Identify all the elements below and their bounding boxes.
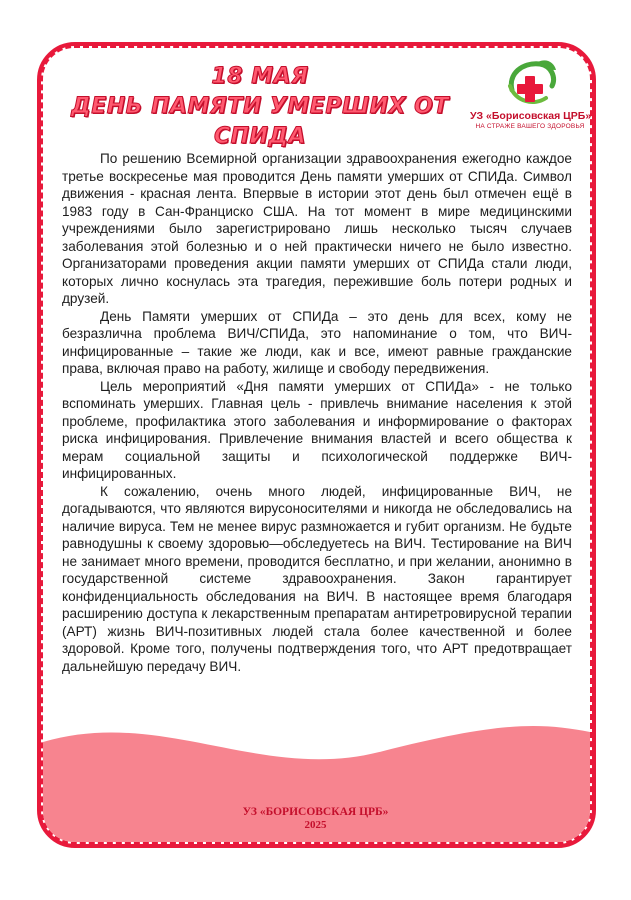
paragraph: К сожалению, очень много людей, инфицированные ВИЧ, не догадываются, что являются вирусоносителями и никогда не обследовались на наличие вируса. Тем не менее вирус размножается и губит организм. Не будьте равнодушны к своему здоровью—обследуетесь на ВИЧ. Тестирование на ВИЧ не занимает много времени, проводится бесплатно, и при желании, анонимно в государственной системе здравоохранения. Закон гарантирует конфиденциальность обследования на ВИЧ. В настоящее время благодаря расширению доступа к лекарственным препаратам антиретровирусной терапии (АРТ) жизнь ВИЧ-позитивных людей стала более качественной и более здоровой. Кроме того, получены подтверждения того, что АРТ предотвращает дальнейшую передачу ВИЧ. <box>62 483 572 674</box>
logo-name: УЗ «Борисовская ЦРБ» <box>470 110 592 122</box>
footer <box>0 805 631 832</box>
footer-org: УЗ «БОРИСОВСКАЯ ЦРБ» <box>242 806 389 818</box>
title-date: 18 МАЯ <box>211 64 309 89</box>
logo-tagline: НА СТРАЖЕ ВАШЕГО ЗДОРОВЬЯ <box>475 123 585 130</box>
footer-year: 2025 <box>304 819 327 831</box>
medical-cross-leaf-icon <box>502 56 558 112</box>
paragraph: День Памяти умерших от СПИДа – это день для всех, кому не безразлична проблема ВИЧ/СПИДа, это напоминание о том, что ВИЧ-инфицированные – такие же люди, как и все, имеют равные гражданские права, включая право на работу, жилище и свободу передвижения. <box>62 308 572 376</box>
paragraph: По решению Всемирной организации здравоохранения ежегодно каждое третье воскресенье мая проводится День памяти умерших от СПИДа. Символ движения - красная лента. Впервые в истории этот день был отмечен ещё в 1983 году в Сан-Франциско США. На тот момент в мире медицинскими учреждениями было зарегистрировано лишь несколько тысяч случаев заболевания этой болезнью и о ней практически ничего не было известно. Организаторами проведения акции памяти умерших от СПИДа стали люди, которых лично коснулась эта трагедия, пережившие боль потери родных и друзей. <box>62 151 572 306</box>
title-main: ДЕНЬ ПАМЯТИ УМЕРШИХ ОТ СПИДА <box>71 94 449 149</box>
hospital-logo <box>470 56 590 134</box>
page-title <box>60 62 460 152</box>
article-body <box>62 150 572 675</box>
paragraph: Цель мероприятий «Дня памяти умерших от СПИДа» - не только вспоминать умерших. Главная цель - привлечь внимание населения к этой проблеме, профилактика этого заболевания и информирование о факторах риска инфицирования. Привлечение внимания властей и всего общества к мерам социальной защиты и психологической поддержке ВИЧ-инфицированных. <box>62 378 572 481</box>
